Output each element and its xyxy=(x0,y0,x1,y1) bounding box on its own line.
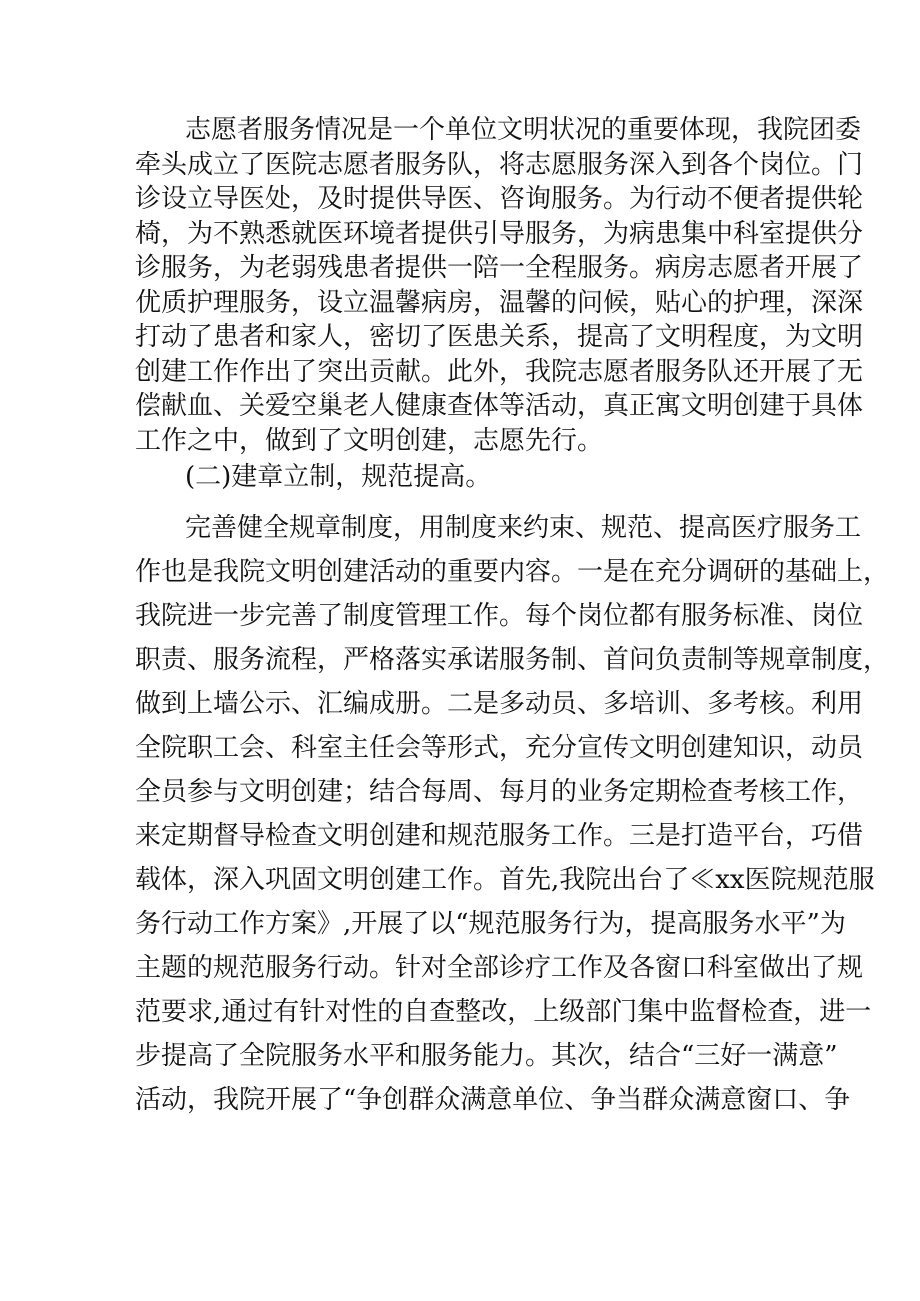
paragraph-2-line-3: 我院进一步完善了制度管理工作。每个岗位都有服务标准、岗位 xyxy=(135,601,864,631)
paragraph-2-line-2: 作也是我院文明创建活动的重要内容。一是在充分调研的基础上， xyxy=(135,557,890,587)
paragraph-1-line-5: 诊服务，为老弱残患者提供一陪一全程服务。病房志愿者开展了 xyxy=(135,253,864,283)
paragraph-1-line-10: 工作之中，做到了文明创建，志愿先行。 xyxy=(135,426,604,456)
paragraph-2-line-5: 做到上墙公示、汇编成册。二是多动员、多培训、多考核。利用 xyxy=(135,689,864,719)
paragraph-1-line-7: 打动了患者和家人，密切了医患关系，提高了文明程度，为文明 xyxy=(135,322,864,352)
paragraph-1-line-3: 诊设立导医处，及时提供导医、咨询服务。为行动不便者提供轮 xyxy=(135,184,864,214)
paragraph-2-line-13: 步提高了全院服务水平和服务能力。其次，结合“三好一满意” xyxy=(135,1041,838,1071)
paragraph-1-line-6: 优质护理服务，设立温馨病房，温馨的问候，贴心的护理，深深 xyxy=(135,288,864,318)
paragraph-2-line-10: 务行动工作方案》,开展了以“规范服务行为，提高服务水平”为 xyxy=(135,909,846,939)
paragraph-1-line-4: 椅，为不熟悉就医环境者提供引导服务，为病患集中科室提供分 xyxy=(135,219,864,249)
paragraph-2-line-7: 全员参与文明创建；结合每周、每月的业务定期检查考核工作， xyxy=(135,777,864,807)
paragraph-2-line-8: 来定期督导检查文明创建和规范服务工作。三是打造平台，巧借 xyxy=(135,821,864,851)
paragraph-2-line-1: 完善健全规章制度，用制度来约束、规范、提高医疗服务工 xyxy=(185,513,862,543)
paragraph-2-line-9: 载体，深入巩固文明创建工作。首先,我院出台了≪xx医院规范服 xyxy=(135,865,875,895)
paragraph-1-line-8: 创建工作作出了突出贡献。此外，我院志愿者服务队还开展了无 xyxy=(135,357,864,387)
paragraph-2-line-11: 主题的规范服务行动。针对全部诊疗工作及各窗口科室做出了规 xyxy=(135,953,864,983)
paragraph-2-line-6: 全院职工会、科室主任会等形式，充分宣传文明创建知识，动员 xyxy=(135,733,864,763)
section-heading: (二)建章立制，规范提高。 xyxy=(185,462,492,492)
paragraph-2-line-14: 活动，我院开展了“争创群众满意单位、争当群众满意窗口、争 xyxy=(135,1085,851,1115)
paragraph-1-line-9: 偿献血、关爱空巢老人健康查体等活动，真正寓文明创建于具体 xyxy=(135,391,864,421)
paragraph-1-line-1: 志愿者服务情况是一个单位文明状况的重要体现，我院团委 xyxy=(185,115,862,145)
paragraph-2-line-12: 范要求,通过有针对性的自查整改，上级部门集中监督检查，进一 xyxy=(135,997,872,1027)
paragraph-1-line-2: 牵头成立了医院志愿者服务队，将志愿服务深入到各个岗位。门 xyxy=(135,150,864,180)
paragraph-2-line-4: 职责、服务流程，严格落实承诺服务制、首问负责制等规章制度， xyxy=(135,645,890,675)
